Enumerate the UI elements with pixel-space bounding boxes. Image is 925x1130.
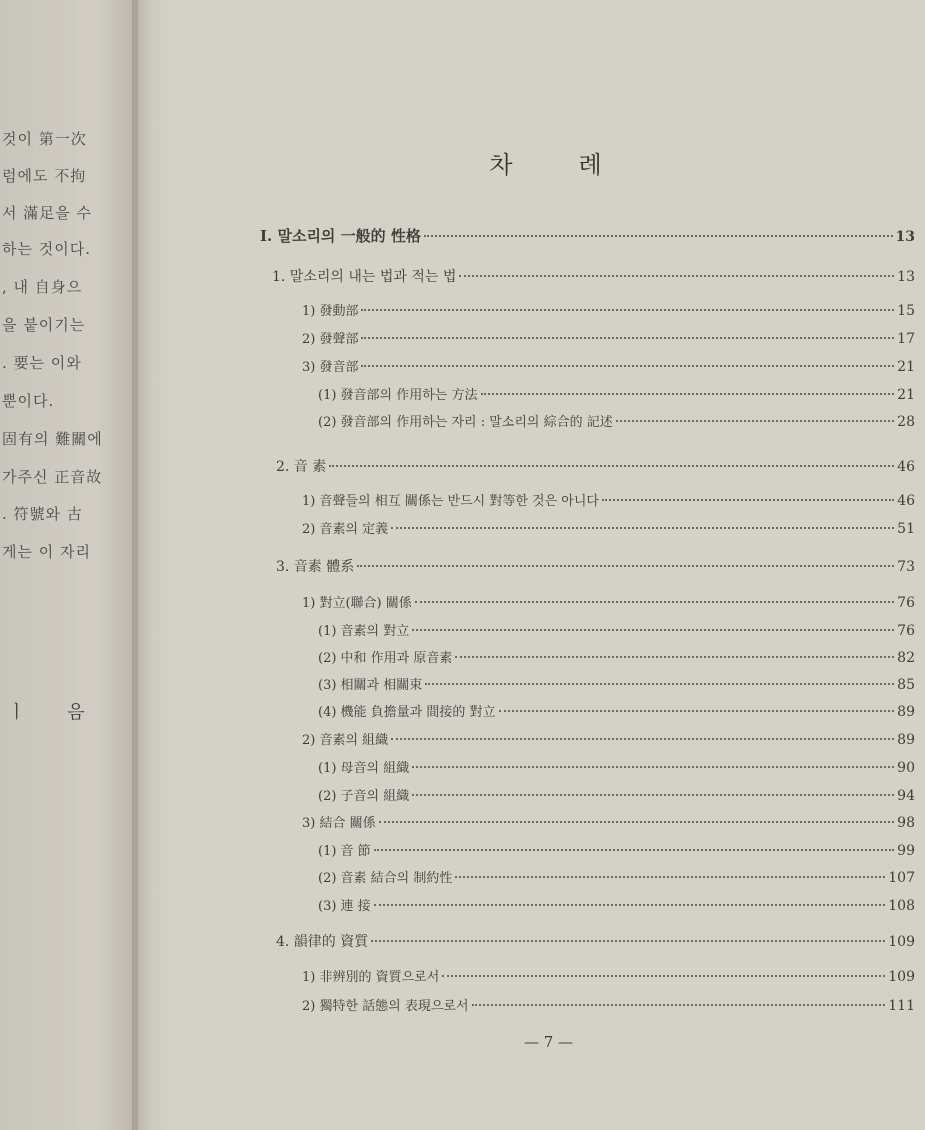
toc-entry-page: 89 — [897, 732, 915, 748]
toc-entry-page: 46 — [897, 459, 915, 475]
toc-entry-page: 28 — [897, 414, 915, 430]
toc-entry-label: (2) 音素 結合의 制約性 — [318, 871, 453, 886]
toc-entry-label: 2) 獨特한 話態의 表現으로서 — [302, 999, 469, 1014]
toc-entry — [276, 556, 915, 576]
toc-entry-label: 4. 韻律的 資質 — [276, 934, 369, 950]
toc-entry-page: 73 — [897, 559, 915, 575]
toc-entry — [318, 785, 915, 804]
toc-entry — [302, 995, 915, 1014]
toc-entry — [302, 518, 915, 537]
dot-leader — [329, 465, 894, 467]
left-text-line: . 符號와 古 — [2, 505, 83, 523]
toc-entry-label: (1) 音 節 — [318, 844, 371, 859]
toc-entry — [302, 592, 915, 611]
page-number: — 7 — — [523, 1033, 574, 1051]
dot-leader — [374, 904, 886, 906]
toc-entry — [318, 384, 915, 403]
dot-leader — [412, 794, 894, 796]
toc-entry — [276, 456, 915, 476]
toc-entry-page: 85 — [897, 677, 915, 693]
left-text-line: 것이 第一次 — [2, 130, 87, 148]
toc-entry-label: (2) 中和 作用과 原音素 — [318, 651, 453, 666]
left-text-line: , 내 自身으 — [2, 278, 83, 296]
toc-entry — [302, 328, 915, 347]
dot-leader — [602, 499, 894, 501]
toc-entry-label: Ⅰ. 말소리의 一般的 性格 — [260, 227, 421, 245]
toc-entry-page: 82 — [897, 650, 915, 666]
toc-entry-page: 94 — [897, 788, 915, 804]
dot-leader — [616, 420, 894, 422]
toc-entry-page: 98 — [897, 815, 915, 831]
dot-leader — [459, 275, 894, 277]
dot-leader — [425, 683, 894, 685]
toc-entry-label: 2) 音素의 定義 — [302, 522, 389, 537]
toc-entry — [276, 931, 915, 951]
toc-entry-label: (3) 相關과 相關束 — [318, 678, 423, 693]
toc-entry-label: (1) 音素의 對立 — [318, 624, 410, 639]
dot-leader — [499, 710, 895, 712]
dot-leader — [391, 527, 894, 529]
left-page-footer: ㅣ 음 — [8, 702, 103, 723]
left-text-line: 럼에도 不拘 — [2, 167, 87, 185]
book-gutter — [132, 0, 172, 1130]
toc-entry-page: 111 — [888, 998, 915, 1014]
toc-entry — [318, 674, 915, 693]
toc-entry-page: 46 — [897, 493, 915, 509]
toc-entry-label: (3) 連 接 — [318, 899, 371, 914]
toc-entry-page: 15 — [897, 303, 915, 319]
toc-entry-label: 1. 말소리의 내는 법과 적는 법 — [272, 269, 457, 285]
toc-entry — [302, 812, 915, 831]
dot-leader — [481, 393, 895, 395]
dot-leader — [374, 849, 894, 851]
dot-leader — [424, 235, 893, 237]
toc-entry — [260, 225, 915, 246]
dot-leader — [371, 940, 885, 942]
toc-entry-label: 3) 結合 關係 — [302, 816, 376, 831]
dot-leader — [361, 309, 894, 311]
toc-entry — [318, 757, 915, 776]
dot-leader — [412, 629, 894, 631]
toc-entry-label: (1) 發音部의 作用하는 方法 — [318, 388, 478, 403]
toc-title-right: 례 — [578, 151, 608, 179]
left-page — [0, 0, 138, 1130]
toc-entry-page: 76 — [897, 623, 915, 639]
toc-entry-page: 17 — [897, 331, 915, 347]
toc-entry-page: 107 — [888, 870, 915, 886]
toc-entry — [318, 840, 915, 859]
toc-entry-label: 1) 音聲들의 相互 關係는 반드시 對等한 것은 아니다 — [302, 494, 599, 509]
left-text-line: 가주신 正音故 — [2, 468, 103, 486]
toc-entry-page: 76 — [897, 595, 915, 611]
dot-leader — [415, 601, 894, 603]
dot-leader — [412, 766, 894, 768]
dot-leader — [391, 738, 894, 740]
toc-entry — [318, 895, 915, 914]
dot-leader — [361, 365, 894, 367]
dot-leader — [361, 337, 894, 339]
toc-entry-page: 109 — [888, 934, 915, 950]
toc-entry — [302, 300, 915, 319]
toc-entry-label: (2) 子音의 組織 — [318, 789, 410, 804]
toc-title-left: 차 — [489, 151, 519, 179]
toc-entry-page: 99 — [897, 843, 915, 859]
right-page — [172, 0, 925, 1130]
dot-leader — [357, 565, 894, 567]
toc-entry-label: (2) 發音部의 作用하는 자리 : 말소리의 綜合的 記述 — [318, 415, 613, 430]
dot-leader — [455, 876, 885, 878]
toc-entry — [302, 356, 915, 375]
toc-entry-label: 3) 發音部 — [302, 360, 359, 375]
left-text-line: . 要는 이와 — [2, 354, 82, 372]
toc-entry — [272, 266, 915, 286]
toc-entry — [318, 620, 915, 639]
toc-entry-label: 2) 音素의 組織 — [302, 733, 389, 748]
toc-entry-label: 3. 音素 體系 — [276, 559, 355, 575]
toc-entry-page: 90 — [897, 760, 915, 776]
toc-entry-page: 109 — [888, 969, 915, 985]
toc-entry-page: 13 — [895, 229, 915, 245]
toc-entry-page: 13 — [897, 269, 915, 285]
toc-entry-label: (1) 母音의 組織 — [318, 761, 410, 776]
left-text-line: 뿐이다. — [2, 392, 55, 410]
left-text-line: 게는 이 자리 — [2, 543, 91, 561]
toc-entry-page: 21 — [897, 387, 915, 403]
toc-entry-page: 108 — [888, 898, 915, 914]
toc-entry-label: (4) 機能 負擔量과 間接的 對立 — [318, 705, 496, 720]
dot-leader — [379, 821, 895, 823]
left-text-line: 하는 것이다. — [2, 240, 91, 258]
left-text-line: 서 滿足을 수 — [2, 204, 93, 222]
dot-leader — [442, 975, 885, 977]
toc-entry-page: 89 — [897, 704, 915, 720]
toc-entry — [318, 647, 915, 666]
toc-entry-page: 21 — [897, 359, 915, 375]
toc-entry — [318, 867, 915, 886]
toc-entry-page: 51 — [897, 521, 915, 537]
toc-entry — [302, 966, 915, 985]
left-text-line: 固有의 難關에 — [2, 430, 103, 448]
toc-entry-label: 1) 發動部 — [302, 304, 359, 319]
toc-title — [172, 145, 925, 180]
toc-entry — [302, 490, 915, 509]
left-text-line: 을 붙이기는 — [2, 316, 86, 334]
toc-entry-label: 2. 音 素 — [276, 459, 327, 475]
toc-entry — [302, 729, 915, 748]
toc-entry-label: 1) 對立(聯合) 關係 — [302, 596, 412, 611]
dot-leader — [455, 656, 894, 658]
dot-leader — [472, 1004, 886, 1006]
toc-entry — [318, 701, 915, 720]
toc-entry-label: 2) 發聲部 — [302, 332, 359, 347]
toc-entry-label: 1) 非辨別的 資質으로서 — [302, 970, 440, 985]
toc-entry — [318, 411, 915, 430]
